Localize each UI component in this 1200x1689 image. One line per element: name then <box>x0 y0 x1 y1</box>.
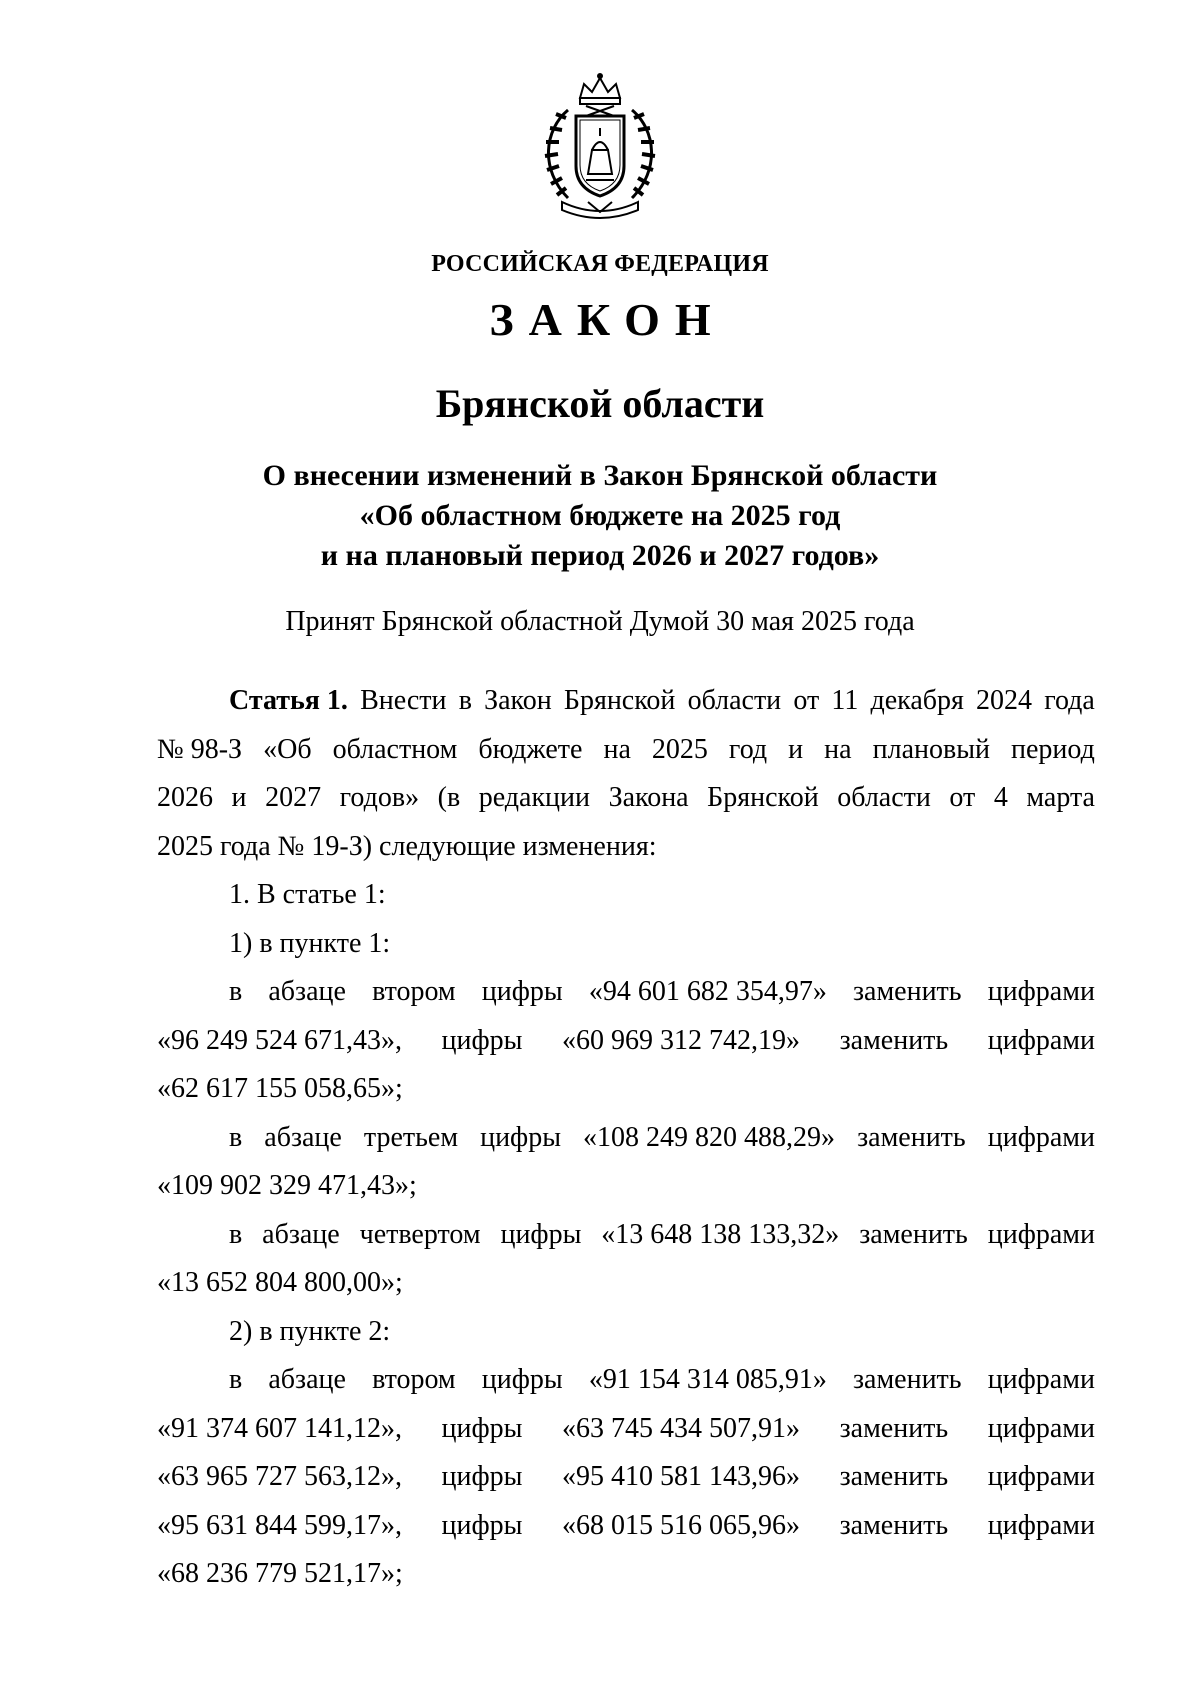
region-heading: Брянской области <box>435 381 765 426</box>
body-word: цифры <box>441 1461 523 1492</box>
body-word: в <box>229 1121 243 1153</box>
body-word: цифрами <box>987 1412 1095 1444</box>
body-word: «109 902 329 471,43»; <box>157 1170 417 1201</box>
body-word: цифрами <box>987 976 1095 1007</box>
body-line <box>157 1356 1095 1405</box>
body-line <box>157 1405 1095 1454</box>
body-word: «68 015 516 065,96» <box>562 1509 801 1541</box>
body-word: заменить <box>859 1218 968 1250</box>
body-word: «63 745 434 507,91» <box>562 1412 801 1444</box>
body-word: цифры <box>500 1218 582 1250</box>
body-word: период <box>1011 733 1095 765</box>
body-word: «13 652 804 800,00»; <box>157 1267 403 1298</box>
body-word: 2025 года № 19-З) следующие изменения: <box>157 830 657 862</box>
body-word: заменить <box>852 1364 962 1395</box>
body-word: год <box>728 733 768 765</box>
body-word: цифрами <box>987 1218 1095 1250</box>
body-word: цифрами <box>987 1509 1095 1541</box>
body-word: областном <box>332 733 458 765</box>
body-word: «60 969 312 742,19» <box>562 1024 801 1056</box>
body-word: цифры <box>481 976 563 1007</box>
federation-heading: РОССИЙСКАЯ ФЕДЕРАЦИЯ <box>431 251 769 277</box>
body-word: на <box>603 733 631 765</box>
body-word: цифры <box>441 1412 523 1444</box>
body-line <box>157 1259 1095 1308</box>
body-word: 2024 <box>976 685 1033 716</box>
body-word: цифрами <box>987 1364 1095 1395</box>
body-word: «63 965 727 563,12», <box>157 1461 402 1492</box>
law-body-text <box>157 677 1095 1599</box>
body-word: 4 <box>993 782 1008 813</box>
body-line <box>157 774 1095 823</box>
body-word: 1) в пункте 1: <box>229 927 391 959</box>
body-word: «91 374 607 141,12», <box>157 1412 402 1444</box>
body-word: в <box>229 976 243 1007</box>
body-word: Закон <box>484 685 552 716</box>
body-word: (в <box>437 782 461 813</box>
adoption-note: Принят Брянской областной Думой 30 мая 2025 года <box>285 606 915 637</box>
body-word: заменить <box>839 1509 949 1541</box>
body-word: 2) в пункте 2: <box>229 1315 391 1347</box>
body-line <box>157 968 1095 1017</box>
body-line <box>157 1308 1095 1357</box>
body-line <box>157 1065 1095 1114</box>
body-word: заменить <box>857 1121 966 1153</box>
body-word: Внести <box>360 685 447 716</box>
body-word: заменить <box>852 976 962 1007</box>
law-title-line-2: «Об областном бюджете на 2025 год <box>359 499 841 532</box>
body-word: Брянской <box>563 685 676 716</box>
body-word: 2025 <box>651 733 708 765</box>
body-word: «68 236 779 521,17»; <box>157 1558 403 1589</box>
body-word: втором <box>372 1364 456 1395</box>
body-word: «62 617 155 058,65»; <box>157 1073 403 1104</box>
body-word: от <box>793 685 820 716</box>
body-word: от <box>949 782 976 813</box>
body-line <box>157 677 1095 726</box>
body-word: цифры <box>441 1024 523 1056</box>
body-word: 2026 <box>157 782 213 813</box>
body-word: цифрами <box>987 1024 1095 1056</box>
body-line <box>157 1453 1095 1502</box>
body-word: в <box>229 1364 243 1395</box>
body-line <box>157 1114 1095 1163</box>
body-line <box>157 823 1095 872</box>
body-word: редакции <box>478 782 591 813</box>
body-word: года <box>1044 685 1095 716</box>
body-word: и <box>788 733 804 765</box>
body-word: четвертом <box>359 1218 481 1250</box>
law-title-line-3: и на плановый период 2026 и 2027 годов» <box>320 539 880 572</box>
body-line <box>157 1211 1095 1260</box>
body-line <box>157 871 1095 920</box>
body-word: «95 631 844 599,17», <box>157 1509 402 1541</box>
body-word: в <box>229 1218 243 1250</box>
body-word: области <box>687 685 782 716</box>
document-type-heading: ЗАКОН <box>489 294 726 345</box>
body-word: заменить <box>839 1461 949 1492</box>
body-word: абзаце <box>268 976 346 1007</box>
body-line <box>157 1502 1095 1551</box>
body-word: цифрами <box>987 1121 1095 1153</box>
body-word: годов» <box>339 782 420 813</box>
body-word: цифры <box>481 1364 563 1395</box>
body-word: «94 601 682 354,97» <box>588 976 827 1007</box>
body-word: декабря <box>870 685 964 716</box>
body-word: в <box>458 685 472 716</box>
body-word: марта <box>1026 782 1095 813</box>
body-word: заменить <box>839 1024 949 1056</box>
body-word: заменить <box>839 1412 949 1444</box>
body-word: плановый <box>872 733 990 765</box>
body-word: № 98-З <box>157 733 243 765</box>
body-word: «13 648 138 133,32» <box>601 1218 840 1250</box>
body-line <box>157 920 1095 969</box>
body-word: 2027 <box>265 782 322 813</box>
body-line <box>157 1017 1095 1066</box>
body-word: Брянской <box>707 782 819 813</box>
body-word: «108 249 820 488,29» <box>583 1121 836 1153</box>
body-word: «95 410 581 143,96» <box>562 1461 801 1492</box>
body-word: цифры <box>441 1509 523 1541</box>
body-word: Закона <box>608 782 689 813</box>
body-word: и <box>231 782 247 813</box>
body-line <box>157 1162 1095 1211</box>
body-word: цифрами <box>987 1461 1095 1492</box>
article-label: Статья 1. <box>229 685 348 716</box>
bryansk-oblast-coat-of-arms-icon <box>528 70 672 220</box>
body-line <box>157 726 1095 775</box>
body-word: «96 249 524 671,43», <box>157 1024 402 1056</box>
body-word: 11 <box>831 685 859 716</box>
body-word: третьем <box>363 1121 459 1153</box>
body-word: бюджете <box>478 733 583 765</box>
body-word: «Об <box>263 733 312 765</box>
body-word: «91 154 314 085,91» <box>588 1364 827 1395</box>
body-word: цифры <box>480 1121 562 1153</box>
body-word: втором <box>372 976 456 1007</box>
body-word: абзаце <box>262 1218 340 1250</box>
body-word: абзаце <box>268 1364 346 1395</box>
body-word: абзаце <box>264 1121 342 1153</box>
law-title-line-1: О внесении изменений в Закон Брянской области <box>262 459 938 492</box>
body-word: области <box>837 782 931 813</box>
body-word: 1. В статье 1: <box>229 879 386 910</box>
body-word: на <box>824 733 852 765</box>
body-line <box>157 1550 1095 1599</box>
